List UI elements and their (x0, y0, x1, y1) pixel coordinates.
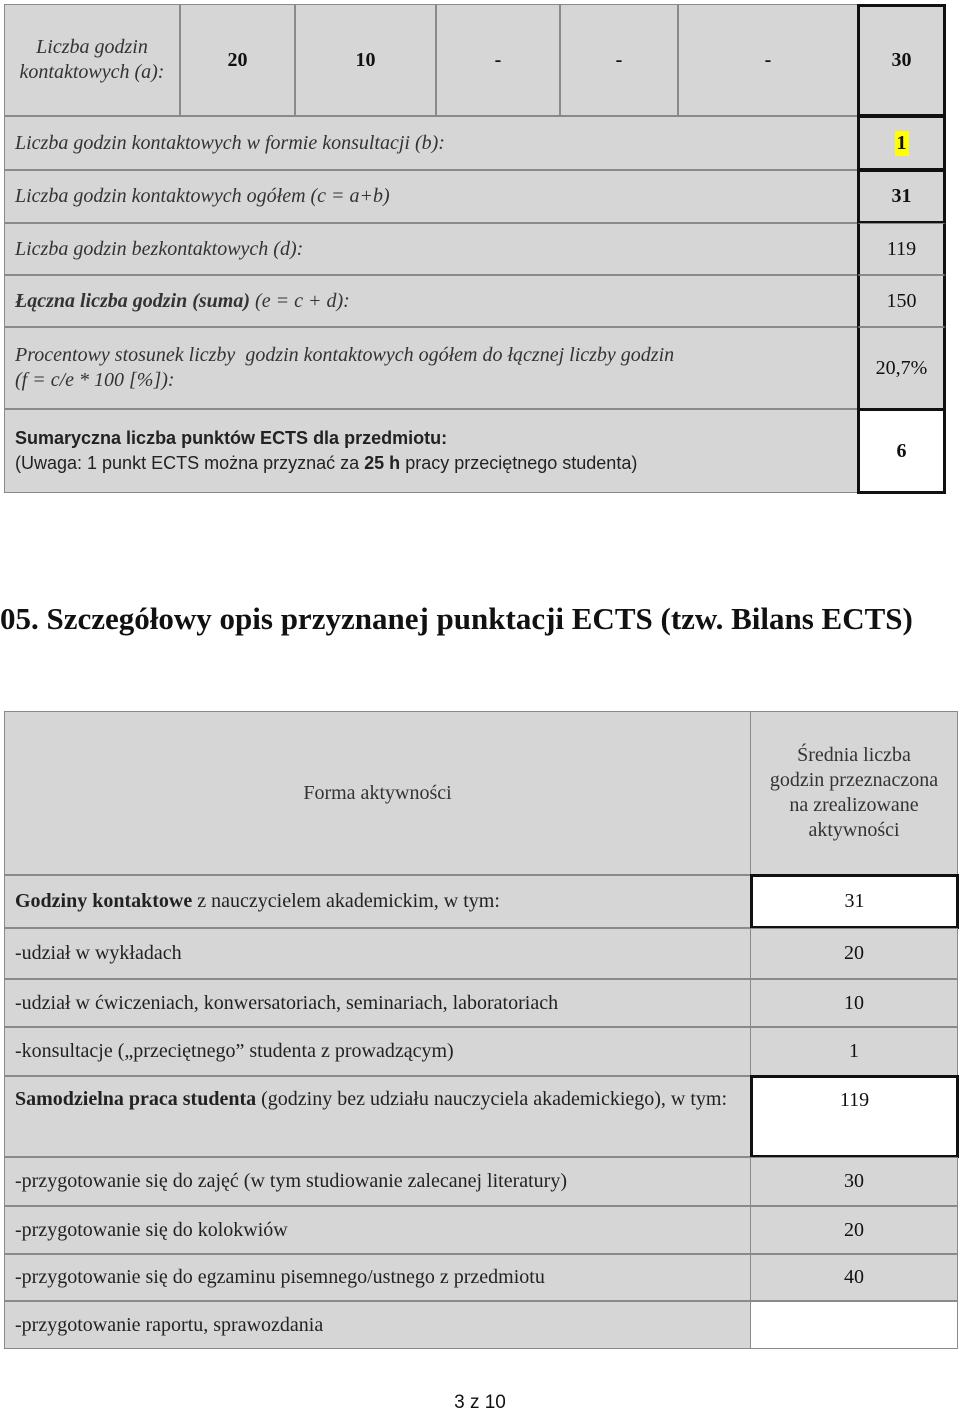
header-hours: Średnia liczba godzin przeznaczona na zrealizowane aktywności (769, 744, 939, 841)
header-activity: Forma aktywności (303, 781, 452, 804)
contact-hours-total: 30 (891, 49, 912, 71)
balance-row-text: -przygotowanie raportu, sprawozdania (15, 1313, 324, 1336)
balance-row-text: -przygotowanie się do zajęć (w tym studiowanie zalecanej literatury) (15, 1170, 567, 1192)
balance-row-value-cell (750, 928, 958, 979)
balance-row-text: -udział w ćwiczeniach, konwersatoriach, seminariach, laboratoriach (15, 991, 559, 1014)
balance-row-rest: z nauczycielem akademickim, w tym: (192, 890, 500, 912)
balance-row-label (4, 928, 751, 979)
balance-row-text (15, 889, 500, 914)
balance-row-rest: (godziny bez udziału nauczyciela akademickiego), w tym: (256, 1088, 728, 1110)
contact-hours-value: - (494, 48, 502, 71)
consultation-hours-label (4, 116, 858, 170)
contact-hours-value: 10 (355, 48, 376, 71)
header-hours-cell (750, 711, 958, 875)
contact-hours-label-text: Liczba godzin kontaktowych (a): (19, 36, 165, 83)
sum-hours-label-rest: (e = c + d): (250, 289, 350, 312)
noncontact-hours-cell (857, 223, 946, 275)
total-contact-hours-label-text: Liczba godzin kontaktowych ogółem (c = a+b) (15, 185, 390, 207)
balance-row-value: 31 (844, 890, 865, 912)
page-number: 3 z 10 (454, 1392, 506, 1413)
ects-title: Sumaryczna liczba punktów ECTS dla przedmiotu: (15, 427, 448, 448)
balance-row-label (4, 1206, 751, 1254)
balance-row-value: 40 (844, 1266, 864, 1288)
sum-hours-value: 150 (886, 289, 917, 312)
balance-row-label (4, 1027, 751, 1076)
balance-row-text: -przygotowanie się do egzaminu pisemnego/ustnego z przedmiotu (15, 1266, 545, 1288)
balance-row-bold: Godziny kontaktowe (15, 890, 193, 912)
percent-label-line1: Procentowy stosunek liczby godzin kontaktowych ogółem do łącznej liczby godzin (15, 344, 675, 366)
contact-hours-label (4, 4, 180, 116)
consultation-hours-label-text: Liczba godzin kontaktowych w formie konsultacji (b): (15, 131, 445, 154)
percent-value: 20,7% (875, 356, 928, 379)
balance-row-label (4, 1301, 751, 1349)
ects-note-bold: 25 h (364, 453, 401, 473)
contact-hours-total-cell (857, 4, 946, 117)
total-contact-hours-value: 31 (891, 185, 912, 207)
contact-hours-cell (678, 4, 858, 116)
percent-cell (857, 327, 946, 409)
balance-row-value-cell (750, 1254, 958, 1301)
balance-row-label (4, 875, 751, 928)
balance-row-value-cell (750, 1157, 958, 1206)
balance-row-value-cell (750, 979, 958, 1027)
balance-row-text: -udział w wykładach (15, 942, 182, 964)
section-heading: 05. Szczegółowy opis przyznanej punktacji ECTS (tzw. Bilans ECTS) (0, 601, 913, 636)
ects-note-after: pracy przeciętnego studenta) (400, 453, 638, 473)
balance-row-value-cell (750, 1206, 958, 1254)
contact-hours-cell (180, 4, 295, 116)
balance-row-text: -konsultacje („przeciętnego” studenta z prowadzącym) (15, 1040, 454, 1062)
balance-row-value: 20 (844, 1218, 864, 1241)
total-contact-hours-label (4, 170, 858, 223)
contact-hours-cell (295, 4, 436, 116)
noncontact-hours-value: 119 (886, 237, 917, 260)
balance-row-value-cell (750, 1027, 958, 1076)
ects-label (4, 409, 858, 493)
percent-label-line2: (f = c/e * 100 [%]): (15, 369, 175, 391)
header-activity-cell (4, 711, 751, 875)
percent-label (4, 327, 858, 409)
contact-hours-value: - (615, 48, 623, 71)
noncontact-hours-label (4, 223, 858, 275)
balance-row-value-cell (750, 1301, 958, 1349)
noncontact-hours-label-text: Liczba godzin bezkontaktowych (d): (15, 237, 304, 260)
balance-row-bold: Samodzielna praca studenta (15, 1088, 257, 1110)
balance-row-value: 30 (844, 1170, 864, 1192)
balance-row-value: 1 (849, 1040, 859, 1062)
ects-value: 6 (896, 439, 907, 462)
balance-row-label (4, 1157, 751, 1206)
balance-row-value-cell (750, 1075, 959, 1158)
balance-row-text: -przygotowanie się do kolokwiów (15, 1218, 288, 1241)
ects-note-before: (Uwaga: 1 punkt ECTS można przyznać za (15, 453, 365, 473)
balance-row-text (15, 1087, 727, 1112)
contact-hours-value: 20 (227, 48, 248, 71)
balance-row-label (4, 1254, 751, 1301)
total-contact-hours-cell (857, 169, 946, 224)
consultation-hours-value: 1 (896, 131, 907, 154)
balance-row-value-cell (750, 874, 959, 929)
balance-row-label (4, 1076, 751, 1157)
balance-row-value: 10 (844, 991, 864, 1014)
balance-row-value: 119 (839, 1089, 870, 1111)
consultation-hours-cell (857, 115, 946, 171)
ects-value-cell (857, 408, 946, 494)
sum-hours-cell (857, 275, 946, 327)
ects-note (15, 451, 849, 476)
balance-row-value: 20 (844, 942, 864, 964)
sum-hours-label (4, 275, 858, 327)
balance-row-label (4, 979, 751, 1027)
sum-hours-label-bold: Łączna liczba godzin (suma) (15, 289, 251, 312)
contact-hours-value: - (764, 48, 772, 71)
contact-hours-cell (560, 4, 678, 116)
contact-hours-cell (436, 4, 560, 116)
